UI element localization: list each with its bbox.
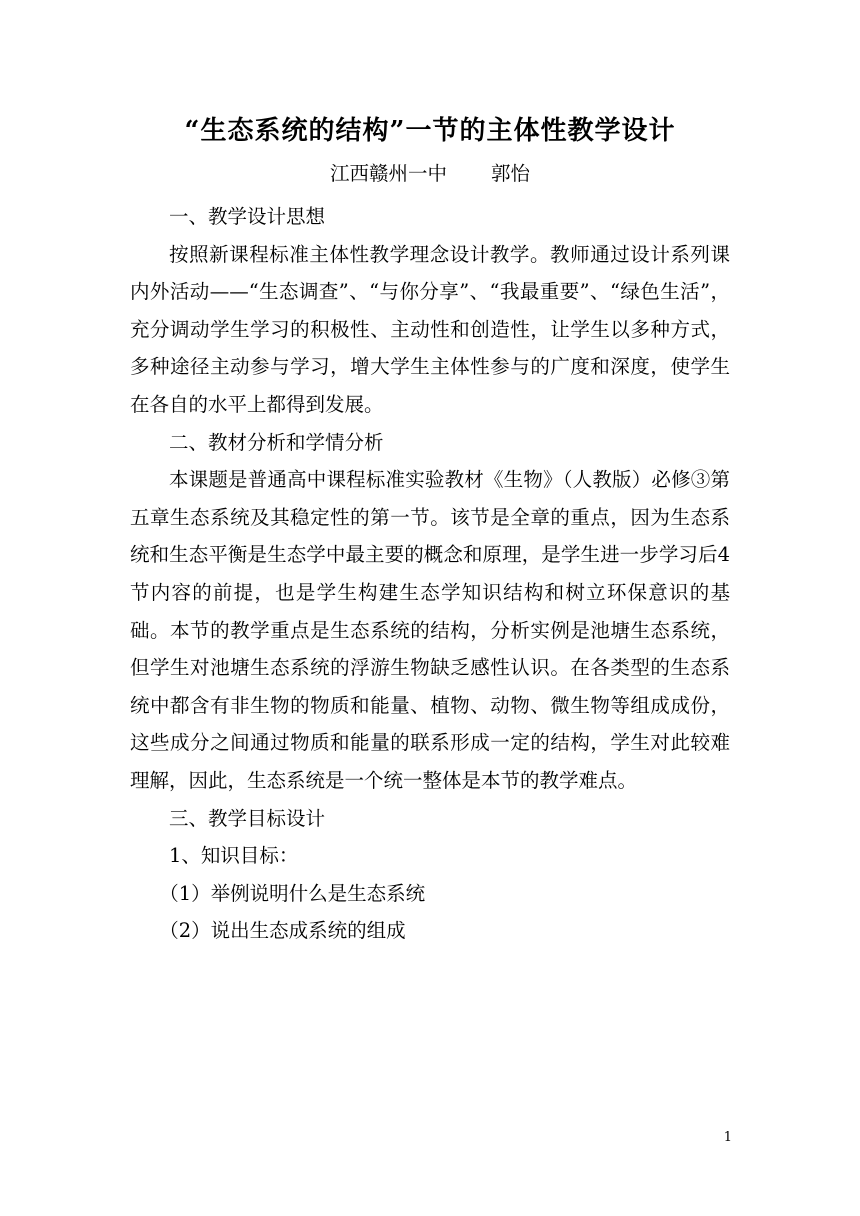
paragraph: 本课题是普通高中课程标准实验教材《生物》（人教版）必修③第五章生态系统及其稳定性的第一节。该节是全章的重点，因为生态系统和生态平衡是生态学中最主要的概念和原理，是学生进一步学习后4节内容的前提，也是学生构建生态学知识结构和树立环保意识的基础。本节的教学重点是生态系统的结构，分析实例是池塘生态系统，但学生对池塘生态系统的浮游生物缺乏感性认识。在各类型的生态系统中都含有非生物的物质和能量、植物、动物、微生物等组成成份，这些成分之间通过物质和能量的联系形成一定的结构，学生对此较难理解，因此，生态系统是一个统一整体是本节的教学难点。 <box>130 468 730 792</box>
subsection-heading: 1、知识目标： <box>169 844 299 868</box>
page-number: 1 <box>723 1130 732 1145</box>
section-heading: 三、教学目标设计 <box>169 806 326 830</box>
section-heading: 一、教学设计思想 <box>169 205 326 228</box>
author-school: 江西赣州一中 <box>329 162 447 185</box>
author-name: 郭怡 <box>491 162 531 185</box>
author-line <box>0 158 860 186</box>
document-title: “生态系统的结构”一节的主体性教学设计 <box>184 116 676 146</box>
paragraph: 按照新课程标准主体性教学理念设计教学。教师通过设计系列课内外活动——“生态调查”、“与你分享”、“我最重要”、“绿色生活”，充分调动学生学习的积极性、主动性和创造性，让学生以多种方式，多种途径主动参与学习，增大学生主体性参与的广度和深度，使学生在各自的水平上都得到发展。 <box>130 242 730 416</box>
list-item: （2）说出生态成系统的组成 <box>159 919 406 943</box>
document-body <box>130 198 730 950</box>
list-item: （1）举例说明什么是生态系统 <box>159 881 426 905</box>
section-heading: 二、教材分析和学情分析 <box>169 430 384 454</box>
